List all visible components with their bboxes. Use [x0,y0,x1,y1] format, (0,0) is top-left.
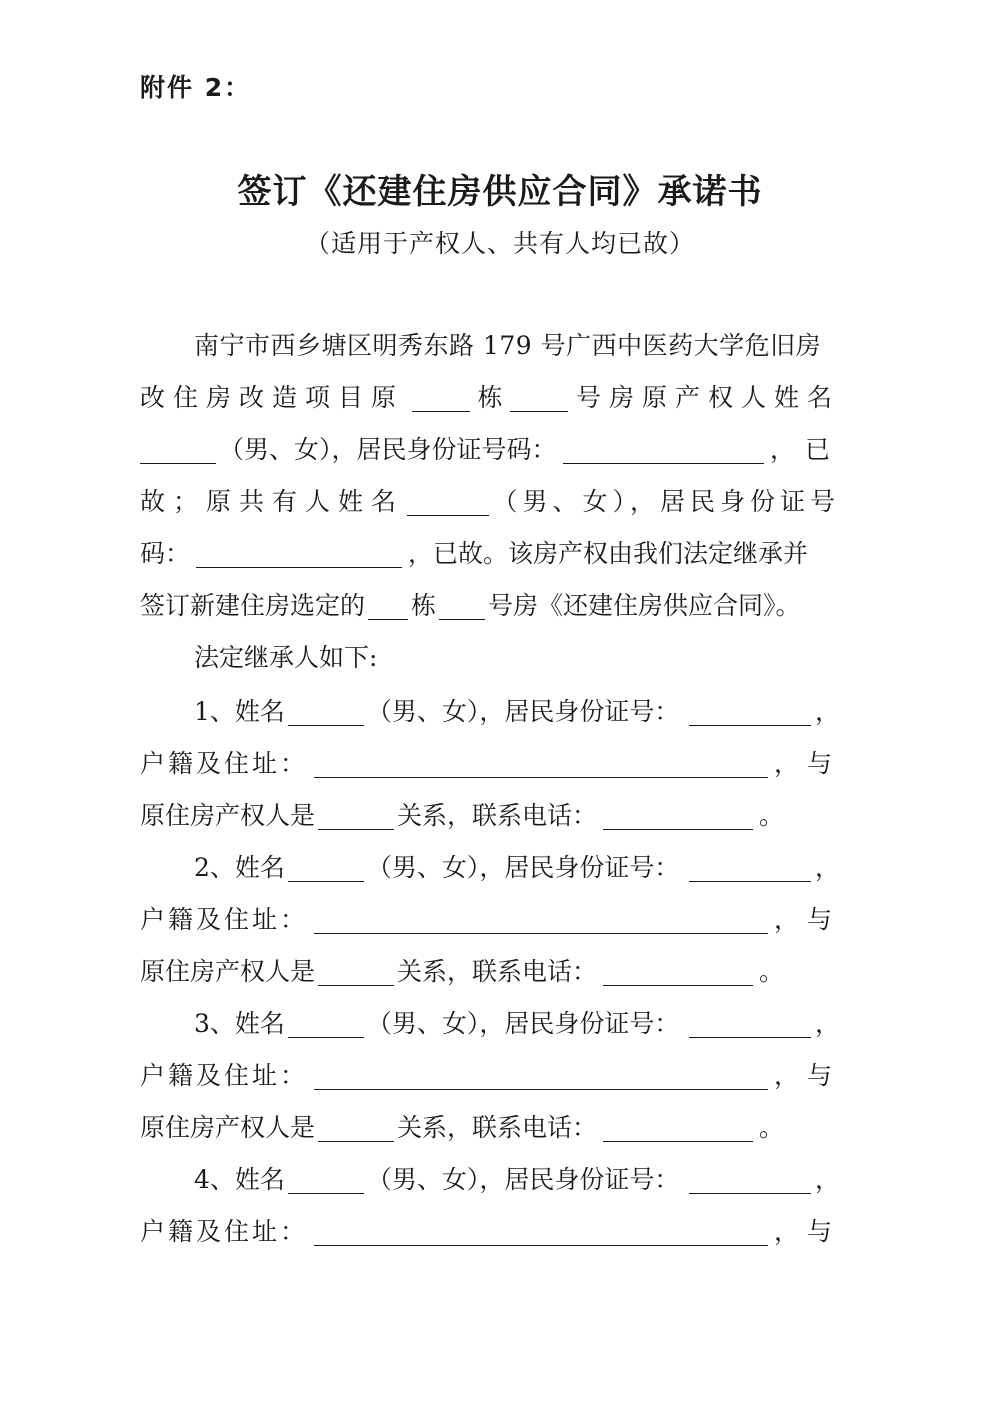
heir-number: 3 [194,1009,210,1038]
para1-line1-text: 南宁市西乡塘区明秀东路 179 号广西中医药大学危旧房 [194,331,822,360]
heir-relation-label: 原住房产权人是 [140,1113,316,1142]
heir-1-phone-field[interactable] [603,803,753,830]
heir-name-label: 、姓名 [209,697,285,726]
heir-1-line2 [140,744,840,784]
heirs-intro: 法定继承人如下: [194,643,378,672]
para1-line3 [140,430,840,470]
with-label: ，与 [773,749,840,778]
heir-3-relation-field[interactable] [318,1115,394,1142]
heir-gender-label: （男、女），居民身份证号： [366,697,680,726]
heir-2-line1 [194,848,840,888]
heir-phone-label: 关系，联系电话： [397,1113,598,1142]
comma: ， [814,853,840,882]
heir-4-name-field[interactable] [288,1167,364,1194]
heir-2-line2 [140,900,840,940]
heir-1-id-field[interactable] [689,699,811,726]
para1-line2-text-c: 号房原产权人姓名 [575,383,840,412]
heir-gender-label: （男、女），居民身份证号： [366,1009,680,1038]
para1-line4-text-a: 故；原共有人姓名 [140,487,405,516]
para1-line6-text-a: 签订新建住房选定的 [140,591,366,620]
heir-1-line3 [140,796,840,836]
document-subtitle: （适用于产权人、共有人均已故） [304,229,695,258]
heir-address-label: 户籍及住址： [140,1061,309,1090]
period: 。 [759,801,785,830]
heir-3-name-field[interactable] [288,1011,364,1038]
para1-line2 [140,378,840,418]
heir-relation-label: 原住房产权人是 [140,957,316,986]
heir-number: 4 [194,1165,210,1194]
heir-2-id-field[interactable] [689,855,811,882]
heir-2-relation-field[interactable] [318,959,394,986]
comma: ， [814,1009,840,1038]
attachment-label: 附件 2： [140,73,252,102]
para1-line4 [140,482,840,522]
heir-name-label: 、姓名 [209,853,285,882]
heir-phone-label: 关系，联系电话： [397,801,598,830]
heir-3-phone-field[interactable] [603,1115,753,1142]
heir-3-line3 [140,1108,840,1148]
heir-address-label: 户籍及住址： [140,1217,309,1246]
room-number-field[interactable] [510,385,568,412]
heir-2-line3 [140,952,840,992]
para1-line3-text-a: （男、女），居民身份证号码： [219,435,557,464]
heir-relation-label: 原住房产权人是 [140,801,316,830]
building-number-field[interactable] [412,385,470,412]
para1-line3-text-b: ，已 [769,435,840,464]
heir-1-line1 [194,692,840,732]
with-label: ，与 [773,1217,840,1246]
heir-1-address-field[interactable] [314,751,768,778]
heir-4-line1 [194,1160,840,1200]
heir-3-id-field[interactable] [689,1011,811,1038]
period: 。 [759,1113,785,1142]
document-title: 签订《还建住房供应合同》承诺书 [237,172,763,212]
heir-4-id-field[interactable] [689,1167,811,1194]
para1-line4-text-b: （男、女），居民身份证号 [492,487,840,516]
para1-line6-text-c: 号房《还建住房供应合同》。 [488,591,801,620]
heir-3-line2 [140,1056,840,1096]
heir-number: 1 [194,697,210,726]
period: 。 [759,957,785,986]
para1-line6 [140,586,840,626]
para1-line2-text-a: 改住房改造项目原 [140,383,405,412]
heir-3-line1 [194,1004,840,1044]
heir-4-address-field[interactable] [314,1219,768,1246]
with-label: ，与 [773,905,840,934]
heir-gender-label: （男、女），居民身份证号： [366,853,680,882]
owner-id-field[interactable] [563,437,764,464]
new-room-field[interactable] [439,593,485,620]
para1-line1 [194,326,840,366]
heir-1-name-field[interactable] [288,699,364,726]
heir-3-address-field[interactable] [314,1063,768,1090]
comma: ， [814,1165,840,1194]
heir-phone-label: 关系，联系电话： [397,957,598,986]
heir-name-label: 、姓名 [209,1165,285,1194]
heir-4-line2 [140,1212,840,1252]
para1-line5-text-b: ，已故。该房产权由我们法定继承并 [408,539,809,568]
para1-line2-text-b: 栋 [477,383,503,412]
heir-gender-label: （男、女），居民身份证号： [366,1165,680,1194]
heir-2-name-field[interactable] [288,855,364,882]
with-label: ，与 [773,1061,840,1090]
co-owner-name-field[interactable] [407,489,489,516]
co-owner-id-field[interactable] [196,541,402,568]
para1-line5 [140,534,840,574]
heir-2-phone-field[interactable] [603,959,753,986]
owner-name-field[interactable] [140,437,216,464]
para1-line5-text-a: 码： [140,539,191,568]
new-building-field[interactable] [368,593,408,620]
heir-1-relation-field[interactable] [318,803,394,830]
heir-address-label: 户籍及住址： [140,905,309,934]
para1-line6-text-b: 栋 [411,591,437,620]
heir-2-address-field[interactable] [314,907,768,934]
comma: ， [814,697,840,726]
heir-name-label: 、姓名 [209,1009,285,1038]
heir-address-label: 户籍及住址： [140,749,309,778]
heir-number: 2 [194,853,210,882]
